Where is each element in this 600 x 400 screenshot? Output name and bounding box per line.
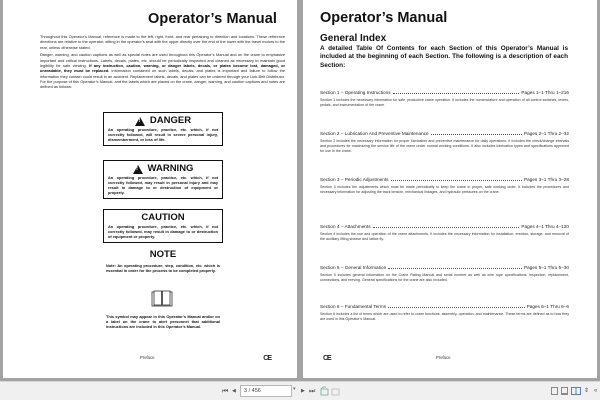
note-label: NOTE bbox=[149, 249, 177, 260]
page-title: Operator’s Manual bbox=[147, 11, 277, 27]
single-page-view-icon[interactable] bbox=[551, 387, 558, 395]
footer-label: Preface bbox=[436, 355, 451, 360]
next-page-button[interactable]: ▶ bbox=[301, 388, 305, 394]
section-description: Section 6 includes a list of terms which are used to refer to crane functions, assembly, operation, and maintenance. These terms are defined as to how they are used in this Operator’s Manual. bbox=[320, 312, 569, 321]
fit-icon[interactable]: ⇕ bbox=[584, 388, 590, 394]
page-left bbox=[3, 0, 297, 378]
warning-label: WARNING bbox=[147, 163, 194, 174]
warning-text: An operating procedure, practice, etc. which, if not correctly followed, may result in personal injury and may result in damage to or destruction of equipment or property. bbox=[108, 175, 218, 196]
section-name: Section 3 – Periodic Adjustments bbox=[320, 177, 389, 182]
leader-dots bbox=[388, 268, 522, 269]
danger-label: DANGER bbox=[149, 115, 192, 126]
leader-dots bbox=[431, 134, 522, 135]
warning-box bbox=[103, 160, 223, 199]
index-entry bbox=[320, 131, 569, 153]
ce-mark: CE bbox=[263, 355, 271, 362]
section-name: Section 1 – Operating Instructions bbox=[320, 90, 391, 95]
section-description: Section 1 includes the necessary information for safe, productive crane operation. It includes the nomenclature and operation of all control switches, levers, pedals, and instrumentation of the crane. bbox=[320, 98, 569, 107]
page-dropdown-arrow-icon[interactable]: ▾ bbox=[293, 386, 296, 392]
section-pages: Pages 4–1 Thru 4–120 bbox=[521, 224, 569, 229]
page-title: Operator’s Manual bbox=[320, 10, 448, 26]
viewer-toolbar bbox=[0, 381, 600, 400]
collapse-icon[interactable]: « bbox=[594, 388, 598, 394]
section-pages: Pages 3–1 Thru 3–28 bbox=[523, 177, 569, 182]
two-page-view-icon[interactable] bbox=[571, 387, 581, 395]
section-name: Section 5 – General Information bbox=[320, 265, 387, 270]
section-subtitle: General Index bbox=[320, 33, 387, 44]
section-name: Section 6 – Fundamental Terms bbox=[320, 304, 387, 309]
prev-page-button[interactable]: ◀ bbox=[232, 388, 236, 394]
section-pages: Pages 1–1 Thru 1–216 bbox=[521, 90, 569, 95]
caution-box bbox=[103, 209, 223, 243]
index-entry bbox=[320, 90, 569, 108]
section-description: Section 2 includes the necessary information for proper lubrication and preventive maintenance for daily operations. It includes the check/change intervals and procedures for maximizing the service life of the crane under normal working conditions. It also includes lubrication types and specifications approved for use in the crane. bbox=[320, 139, 569, 153]
leader-dots bbox=[388, 307, 524, 308]
continuous-view-icon[interactable] bbox=[561, 387, 568, 395]
symbol-text: This symbol may appear in this Operator’s Manual and/or on a label on the crane to alert personnel that additional instructions are included in this Operator’s Manual. bbox=[106, 314, 220, 330]
intro-text bbox=[40, 34, 285, 92]
index-entry bbox=[320, 224, 569, 242]
page-right bbox=[303, 0, 597, 378]
paragraph-text: Information contained on such labels, decals, and plates is important and failure to follow the information they contain could result in an accident. Replacement labels, decals, and plates can be ordered through your Link-Belt Distributor. For the purpose of this Operator’s Manual, and the labels which are placed on the crane, danger, warning, and caution captions and notes are defined as follows: bbox=[40, 68, 285, 90]
danger-box bbox=[103, 112, 223, 146]
section-name: Section 4 – Attachments bbox=[320, 224, 371, 229]
go-back-icon[interactable] bbox=[320, 386, 329, 397]
last-page-button[interactable]: ⏭ bbox=[309, 388, 316, 395]
hazard-triangle-icon bbox=[133, 165, 143, 174]
section-pages: Pages 6–1 Thru 6–6 bbox=[526, 304, 569, 309]
section-pages: Pages 2–1 Thru 2–32 bbox=[523, 131, 569, 136]
note-text: Note: An operating procedure, step, condition, etc. which is essential in order for the process to be completed properly. bbox=[106, 263, 220, 274]
section-description: Section 3 includes the adjustments which must be made periodically to keep the crane in proper, safe working order. It includes the procedures and necessary information for adjusting the track tension, mechanical linkages, and hydraulic pressures on the crane. bbox=[320, 185, 569, 194]
footer-label: Preface bbox=[140, 355, 155, 360]
paragraph-bold-text: If any instruction, caution, warning, or danger labels, decals, or plates become lost, damaged, or unreadable, they must be replaced. bbox=[40, 63, 285, 74]
caution-label: CAUTION bbox=[141, 212, 185, 223]
ce-mark: CE bbox=[323, 355, 331, 362]
leader-dots bbox=[373, 227, 520, 228]
danger-text: An operating procedure, practice, etc. which, if not correctly followed, will result in severe personal injury, dismemberment, or loss of life. bbox=[108, 127, 218, 143]
leader-dots bbox=[393, 93, 520, 94]
paragraph-text: Danger, warning, and caution captions as well as special notes are used throughout this Operator’s Manual and on the crane to emphasize important and critical instructions. Labels, decals, plates, etc. should be periodically inspected and cleaned as necessary to maintain good legibility for safe viewing. bbox=[40, 52, 285, 69]
first-page-button[interactable]: ⏮ bbox=[222, 388, 229, 395]
section-pages: Pages 5–1 Thru 5–30 bbox=[523, 265, 569, 270]
index-entry bbox=[320, 177, 569, 195]
paragraph: Throughout this Operator’s Manual, reference is made to the left, right, front, and rear pertaining to direction and locations. These reference directions are relative to the operator, sitting in the operator’s seat with the upper directly over the end of the lower with the travel motors to the rear, unless otherwise stated. bbox=[40, 34, 285, 50]
page-number-input[interactable]: 3 / 456 bbox=[240, 385, 292, 397]
section-description: Section 4 includes the use and operation of the crane attachments. It includes the necessary information for installation, erection, storage, and removal of the auxiliary lifting sheave and lattice fly. bbox=[320, 232, 569, 241]
caution-text: An operating procedure, practice, etc. which, if not correctly followed, may result in damage to or destruction of equipment or property. bbox=[108, 224, 218, 240]
index-entry bbox=[320, 304, 569, 322]
index-entry bbox=[320, 265, 569, 283]
leader-dots bbox=[391, 180, 522, 181]
hazard-triangle-icon bbox=[135, 117, 145, 126]
section-name: Section 2 – Lubrication And Preventive Maintenance bbox=[320, 131, 429, 136]
section-description: Section 5 includes general information on the Crane Rating Manual and serial number as well as wire rope specifications, inspection, replacement, connections, and reeving. General specifications for the crane are also included. bbox=[320, 273, 569, 282]
open-book-icon bbox=[151, 290, 173, 308]
paragraph bbox=[40, 52, 285, 89]
intro-text: A detailed Table Of Contents for each Section of this Operator’s Manual is included at the beginning of each Section. The following is a description of each Section: bbox=[320, 45, 568, 69]
go-forward-icon[interactable] bbox=[331, 386, 340, 397]
